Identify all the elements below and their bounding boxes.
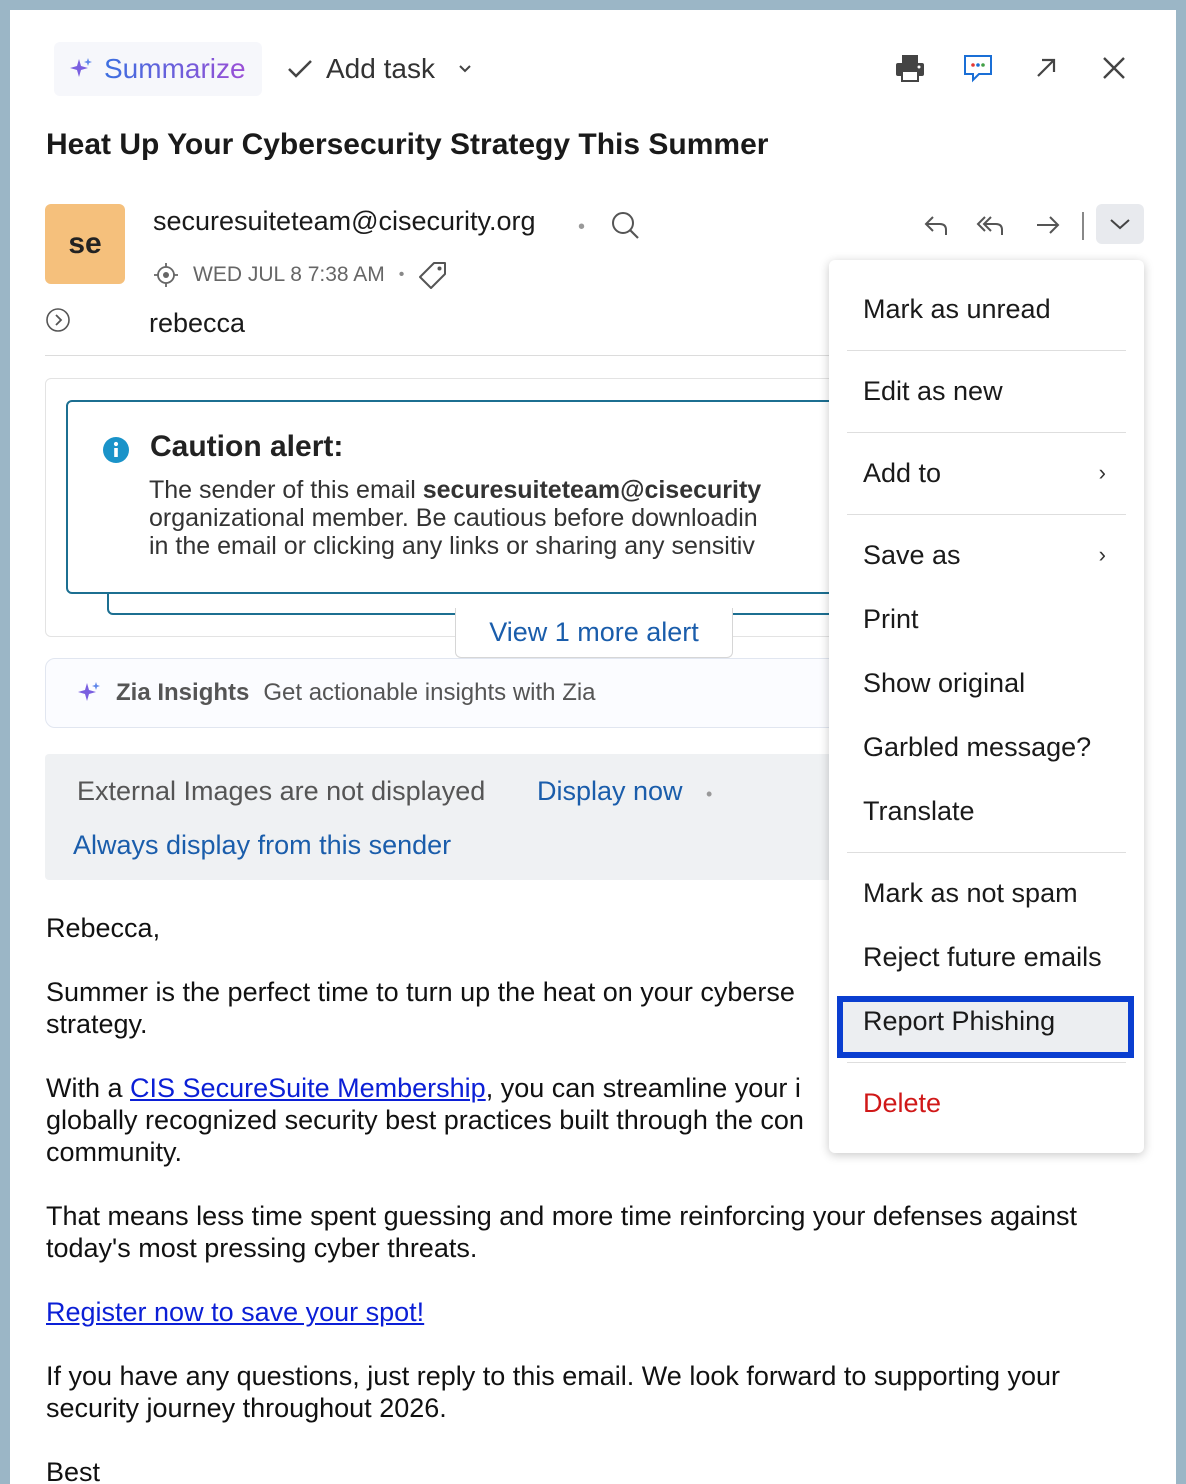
popout-arrow-icon[interactable] [1028,50,1064,86]
greeting: Rebecca, [46,913,161,943]
chevron-right-icon: › [1098,460,1106,485]
zia-insights-bar[interactable] [45,658,875,728]
menu-divider [847,514,1126,515]
p2-line3: community. [46,1137,183,1167]
paragraph-3 [46,1200,1077,1264]
menu-item-save-as[interactable]: Save as [863,540,961,570]
expand-recipients-icon[interactable] [44,306,72,334]
menu-item-show-original[interactable]: Show original [863,668,1026,698]
search-icon[interactable] [608,208,642,242]
sparkle-icon [76,680,102,706]
menu-item-reject-future-emails[interactable]: Reject future emails [863,942,1102,972]
paragraph-2 [46,1072,804,1168]
menu-item-print[interactable]: Print [863,604,919,634]
p4-line1: If you have any questions, just reply to this email. We look forward to supporting your [46,1361,1061,1391]
paragraph-1 [46,976,795,1040]
zia-title: Zia Insights [116,679,250,706]
caution-sender: securesuiteteam@cisecurity [422,476,762,504]
reply-all-icon[interactable] [972,208,1008,242]
reply-icon[interactable] [918,208,954,242]
email-date: WED JUL 8 7:38 AM [193,263,385,286]
separator-dot: • [578,216,586,238]
always-display-link[interactable]: Always display from this sender [73,830,452,860]
recipient-name[interactable]: rebecca [149,308,246,338]
paragraph-4 [46,1360,1060,1424]
menu-item-edit-as-new[interactable]: Edit as new [863,376,1003,406]
cis-securesuite-link[interactable]: CIS SecureSuite Membership [130,1073,486,1103]
menu-divider [847,852,1126,853]
caution-title: Caution alert: [150,430,344,463]
signoff: Best [46,1457,101,1484]
p3-line2: today's most pressing cyber threats. [46,1233,478,1263]
close-icon[interactable] [1096,50,1132,86]
email-subject: Heat Up Your Cybersecurity Strategy This Summer [46,128,769,161]
tag-icon[interactable] [418,260,448,290]
checkmark-icon [286,57,314,81]
summarize-label: Summarize [104,53,246,84]
date-line [153,260,448,290]
menu-item-garbled-message[interactable]: Garbled message? [863,732,1092,762]
menu-item-mark-not-spam[interactable]: Mark as not spam [863,878,1078,908]
menu-item-mark-unread[interactable]: Mark as unread [863,294,1051,324]
external-images-notice: External Images are not displayed [77,776,486,806]
menu-item-add-to[interactable]: Add to [863,458,942,488]
avatar[interactable]: se [45,204,125,284]
more-actions-chevron-icon[interactable] [1096,204,1144,244]
menu-item-translate[interactable]: Translate [863,796,975,826]
chat-icon[interactable] [960,50,996,86]
p2-line2: globally recognized security best practices built through the con [46,1105,804,1135]
caution-text [149,476,839,560]
external-images-banner [45,754,875,880]
caution-line3: in the email or clicking any links or sharing any sensitiv [149,532,755,560]
p2-post: , you can streamline your i [485,1073,801,1103]
printer-icon[interactable] [892,50,928,86]
view-more-alert-button[interactable]: View 1 more alert [455,608,733,658]
more-actions-menu [829,260,1144,1153]
info-icon [102,436,130,464]
separator-dot: • [706,784,713,804]
menu-item-report-phishing[interactable]: Report Phishing [863,1006,1056,1036]
chevron-down-icon[interactable] [457,63,473,75]
register-paragraph [46,1296,424,1328]
summarize-button[interactable] [54,42,262,96]
sender-address[interactable]: securesuiteteam@cisecurity.org [153,206,536,236]
register-link[interactable]: Register now to save your spot! [46,1297,425,1327]
p3-line1: That means less time spent guessing and more time reinforcing your defenses against [46,1201,1078,1231]
zia-text: Get actionable insights with Zia [263,679,596,706]
sparkle-icon [68,56,94,82]
p1-line1: Summer is the perfect time to turn up the heat on your cyberse [46,977,795,1007]
p4-line2: security journey throughout 2026. [46,1393,447,1423]
email-reading-pane [10,10,1176,1484]
caution-text-prefix: The sender of this email [149,476,423,504]
menu-item-delete[interactable]: Delete [863,1088,942,1118]
add-task-button[interactable] [286,48,473,90]
p2-pre: With a [46,1073,131,1103]
menu-divider [847,1062,1126,1063]
menu-divider [847,432,1126,433]
chevron-right-icon: › [1098,542,1106,567]
menu-divider [847,350,1126,351]
toolbar-divider [1082,212,1084,240]
header-divider [45,355,855,356]
display-now-link[interactable]: Display now [537,776,683,806]
separator-dot: • [398,266,405,283]
p1-line2: strategy. [46,1009,148,1039]
add-task-label: Add task [326,53,435,84]
forward-icon[interactable] [1030,208,1066,242]
target-icon [153,262,179,288]
caution-line2: organizational member. Be cautious before downloadin [149,504,758,532]
